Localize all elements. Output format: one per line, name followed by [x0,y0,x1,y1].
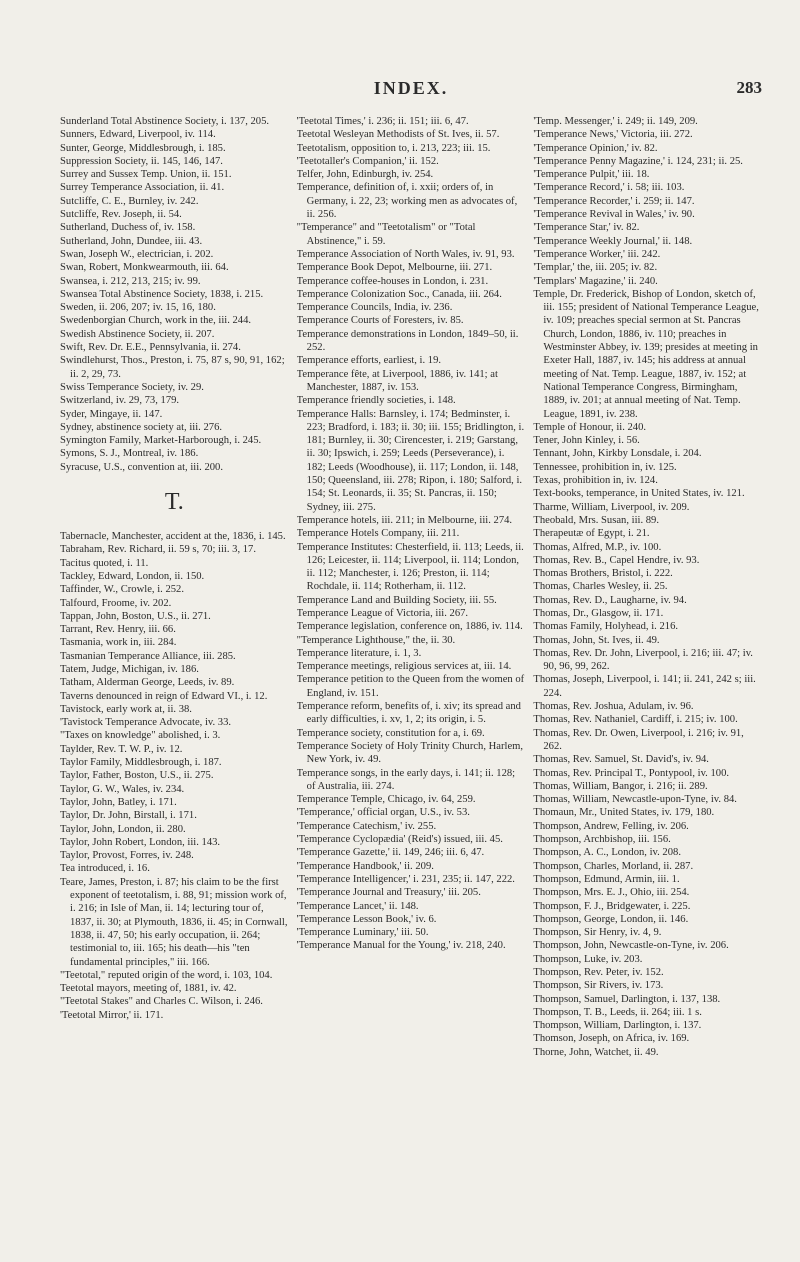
index-entry: Thompson, F. J., Bridgewater, i. 225. [533,900,691,912]
index-entry: Temperance friendly societies, i. 148. [296,395,456,407]
index-entry: Thompson, Sir Rivers, iv. 173. [533,980,664,992]
index-entry: Sweden, ii. 206, 207; iv. 15, 16, 180. [60,302,216,314]
page-title: INDEX. [373,78,449,98]
index-entry: Temperance literature, i. 1, 3. [296,647,422,659]
index-entry: Temperance songs, in the early days, i. 141; ii. 128; of Australia, iii. 274. [296,767,516,792]
index-entry: "Taxes on knowledge" abolished, i. 3. [60,730,221,742]
index-entry: 'Temp. Messenger,' i. 249; ii. 149, 209. [533,116,698,127]
index-entry: Thomas, Charles Wesley, ii. 25. [533,581,668,593]
index-entry: Thompson, A. C., London, iv. 208. [533,847,681,859]
index-entry: Thomaun, Mr., United States, iv. 179, 180. [533,807,715,819]
index-entry: Temple of Honour, ii. 240. [533,421,647,433]
index-entry: Tener, John Kinley, i. 56. [533,435,640,447]
index-entry: 'Temperance Intelligencer,' i. 231, 235; ii. 147, 222. [296,873,515,885]
index-entry: Sutcliffe, C. E., Burnley, iv. 242. [60,195,199,207]
index-entry: 'Teetotaller's Companion,' ii. 152. [296,155,439,167]
index-entry: Temperance, definition of, i. xxii; orders of, in Germany, i. 22, 23; working men as advocates of, ii. 256. [296,182,518,221]
index-entry: Syracuse, U.S., convention at, iii. 200. [60,461,224,473]
index-entry: Taylor, Father, Boston, U.S., ii. 275. [60,770,214,782]
index-entry: Text-books, temperance, in United States, iv. 121. [533,488,745,500]
index-entry: Suppression Society, ii. 145, 146, 147. [60,155,223,167]
index-entry: Teetotal mayors, meeting of, 1881, iv. 42. [60,983,237,995]
index-entry: Thompson, Luke, iv. 203. [533,953,643,965]
index-entry: 'Temperance Handbook,' ii. 209. [296,860,434,872]
index-entry: Surrey and Sussex Temp. Union, ii. 151. [60,169,232,181]
index-entry: Temperance petition to the Queen from the women of England, iv. 151. [296,674,525,699]
index-entry: 'Temperance Lesson Book,' iv. 6. [296,913,437,925]
index-entry: Theobald, Mrs. Susan, iii. 89. [533,514,659,526]
index-entry: Temperance Hotels Company, iii. 211. [296,528,460,540]
index-entry: Swift, Rev. Dr. E.E., Pennsylvania, ii. 274. [60,342,241,354]
index-entry: Taffinder, W., Crowle, i. 252. [60,584,184,596]
index-entry: Thomas, Rev. Joshua, Adulam, iv. 96. [533,701,694,713]
index-entry: Tea introduced, i. 16. [60,863,150,875]
index-entry: 'Temperance Luminary,' iii. 50. [296,927,429,939]
index-entry: 'Temperance Worker,' iii. 242. [533,248,661,260]
index-entry: 'Teetotal Mirror,' ii. 171. [60,1009,164,1021]
index-entry: Taylor, G. W., Wales, iv. 234. [60,783,185,795]
index-entry: Temperance Temple, Chicago, iv. 64, 259. [296,794,476,806]
index-entry: Tabraham, Rev. Richard, ii. 59 s, 70; iii. 3, 17. [60,544,256,556]
index-entry: Thomas, Joseph, Liverpool, i. 141; ii. 241, 242 s; iii. 224. [533,674,756,699]
index-entry: Temperance meetings, religious services at, iii. 14. [296,661,512,673]
index-entry: Swiss Temperance Society, iv. 29. [60,381,204,393]
index-entry: Tacitus quoted, i. 11. [60,557,149,569]
index-entry: "Temperance Lighthouse," the, ii. 30. [296,634,456,646]
section-letter: T. [164,489,184,516]
index-entry: Tasmania, work in, iii. 284. [60,637,177,649]
index-entry: Temperance Association of North Wales, iv. 91, 93. [296,248,515,260]
index-entry: Temperance fête, at Liverpool, 1886, iv. 141; at Manchester, 1887, iv. 153. [296,368,498,393]
index-entry: Thomas, Alfred, M.P., iv. 100. [533,541,662,553]
index-entry: Thompson, Rev. Peter, iv. 152. [533,967,664,978]
index-entry: 'Templars' Magazine,' ii. 240. [533,275,658,287]
index-entry: Thomas, Rev. Samuel, St. David's, iv. 94. [533,754,709,766]
index-entry: Thompson, Charles, Morland, ii. 287. [533,860,694,872]
index-entry: Thomas, Rev. Dr. John, Liverpool, i. 216; iii. 47; iv. 90, 96, 99, 262. [533,647,753,673]
index-entry: 'Temperance Gazette,' ii. 149, 246; iii. 6, 47. [296,847,485,859]
index-entry: Thomas, Rev. D., Laugharne, iv. 94. [533,594,687,606]
index-entry: Temple, Dr. Frederick, Bishop of London, sketch of, iii. 155; president of National Temperance League, iv. 109; preaches special sermon at St. Pancras Church, London, 1886, iv. 110; preaches in Westminster Abbey, iv. 139; presides at meeting in Exeter Hall, 1887, iv. 145; his address at annual meeting of Nat. Temp. League, 1887, iv. 152; at National Temperance Congress, Birmingham, 1889, iv. 201; at annual meeting of Nat. Temp. League, 1891, iv. 238. [533,288,759,420]
index-entry: Teare, James, Preston, i. 87; his claim to be the first exponent of teetotalism, i. 88, 91; mission work of, i. 216; in Isle of Man, ii. 14; lecturing tour of, 1837, ii. 30; at Plymouth, 1836, ii. 45; in Cornwall, 1838, ii. 47, 50; his early occupation, ii. 264; testimonial to, iii. 165; his death—his "ten fundamental principles," iii. 166. [60,876,288,968]
index-entry: 'Temperance News,' Victoria, iii. 272. [533,129,693,141]
index-entry: "Teetotal Stakes" and Charles C. Wilson, i. 246. [60,996,263,1008]
index-entry: Symington Family, Market-Harborough, i. 245. [60,435,262,447]
index-entry: 'Temperance Catechism,' iv. 255. [296,820,437,832]
index-entry: Swansea, i. 212, 213, 215; iv. 99. [60,275,201,287]
index-entry: Tavistock, early work at, ii. 38. [60,703,192,715]
index-entry: Thomas, Dr., Glasgow, ii. 171. [533,607,664,619]
index-entry: Texas, prohibition in, iv. 124. [533,475,658,487]
index-entry: 'Temperance Opinion,' iv. 82. [533,142,658,154]
index-entry: Switzerland, iv. 29, 73, 179. [60,395,180,407]
index-entry: Temperance society, constitution for a, i. 69. [296,727,485,739]
index-entry: Tarrant, Rev. Henry, iii. 66. [60,624,176,636]
index-entry: 'Teetotal Times,' i. 236; ii. 151; iii. 6, 47. [296,116,469,127]
index-entry: Swan, Joseph W., electrician, i. 202. [60,248,214,260]
index-entry: Teetotalism, opposition to, i. 213, 223; iii. 15. [296,142,491,154]
index-entry: Sutherland, John, Dundee, iii. 43. [60,235,203,247]
index-entry: 'Temperance Manual for the Young,' iv. 218, 240. [296,940,506,952]
index-entry: Taylor Family, Middlesbrough, i. 187. [60,757,222,769]
index-entry: Taylor, John Robert, London, iii. 143. [60,836,221,848]
index-entry: Thompson, Mrs. E. J., Ohio, iii. 254. [533,887,690,899]
index-entry: Tennant, John, Kirkby Lonsdale, i. 204. [533,448,702,460]
index-entry: "Temperance" and "Teetotalism" or "Total Abstinence," i. 59. [296,222,476,247]
index-entry: Thompson, George, London, ii. 146. [533,913,689,925]
index-entry: Tappan, John, Boston, U.S., ii. 271. [60,610,211,622]
index-entry: Taylder, Rev. T. W. P., iv. 12. [60,743,183,755]
index-entry: 'Temperance Record,' i. 58; iii. 103. [533,182,685,194]
index-entry: Temperance Councils, India, iv. 236. [296,302,453,314]
index-entry: Thomas, Rev. B., Capel Hendre, iv. 93. [533,554,700,566]
index-entry: Thomas Brothers, Bristol, i. 222. [533,568,673,580]
index-entry: 'Temperance Pulpit,' iii. 18. [533,169,650,181]
index-entry: Swedish Abstinence Society, ii. 207. [60,328,215,340]
index-entry: Telfer, John, Edinburgh, iv. 254. [296,169,434,181]
index-entry: Temperance Land and Building Society, iii. 55. [296,594,497,606]
index-entry: Tatham, Alderman George, Leeds, iv. 89. [60,677,235,689]
index-entry: Taverns denounced in reign of Edward VI., i. 12. [60,690,268,702]
index-entry: 'Temperance Weekly Journal,' ii. 148. [533,235,693,247]
index-column-2 [297,115,526,1245]
index-columns [60,115,762,1245]
index-entry: Swedenborgian Church, work in the, iii. 244. [60,315,252,327]
index-entry: Temperance League of Victoria, iii. 267. [296,607,469,619]
index-entry: 'Temperance Recorder,' i. 259; ii. 147. [533,195,695,207]
index-entry: Taylor, John, Batley, i. 171. [60,796,177,808]
index-entry: Temperance reform, benefits of, i. xiv; its spread and early difficulties, i. xv, 1, 2; its origin, i. 5. [296,701,521,726]
index-entry: 'Temperance Revival in Wales,' iv. 90. [533,209,695,221]
index-entry: Tatem, Judge, Michigan, iv. 186. [60,663,199,675]
index-entry: Sutcliffe, Rev. Joseph, ii. 54. [60,209,182,221]
index-entry: Surrey Temperance Association, ii. 41. [60,182,225,194]
index-entry: Thomas, Rev. Nathaniel, Cardiff, i. 215; iv. 100. [533,714,738,726]
index-entry: Thompson, Edmund, Armin, iii. 1. [533,873,680,885]
index-entry: Temperance Colonization Soc., Canada, iii. 264. [296,288,502,300]
index-entry: 'Temperance Star,' iv. 82. [533,222,640,234]
page-number: 283 [736,78,762,97]
index-entry: 'Temperance Lancet,' ii. 148. [296,900,419,912]
index-entry: Syder, Mingaye, ii. 147. [60,408,163,420]
index-entry: Thompson, T. B., Leeds, ii. 264; iii. 1 s. [533,1006,702,1018]
index-entry: Swansea Total Abstinence Society, 1838, i. 215. [60,288,264,300]
index-entry: Thompson, Archbishop, iii. 156. [533,834,671,846]
index-entry: 'Tavistock Temperance Advocate, iv. 33. [60,717,232,729]
index-entry: Sydney, abstinence society at, iii. 276. [60,421,223,433]
index-entry: 'Temperance Journal and Treasury,' iii. 205. [296,887,481,899]
index-entry: Temperance Halls: Barnsley, i. 174; Bedminster, i. 223; Bradford, i. 183; ii. 30; iii. 155; Bridlington, i. 181; Burnley, ii. 30; Cirencester, i. 219; Garstang, ii. 30; Ipswich, i. 259; Leeds (Perseverance), i. 182; Leeds (Woodhouse), ii. 117; London, ii. 148, 150; Queensland, iii. 278; Ripon, i. 180; Salford, i. 154; St. Leonards, ii. 35; St. Pancras, ii. 150; Sydney, iii. 275. [296,408,525,513]
index-entry: Thomas, William, Newcastle-upon-Tyne, iv. 84. [533,794,737,806]
index-entry: Talfourd, Froome, iv. 202. [60,597,172,609]
index-entry: Swindlehurst, Thos., Preston, i. 75, 87 s, 90, 91, 162; ii. 2, 29, 73. [60,355,285,380]
index-entry: Thompson, William, Darlington, i. 137. [533,1020,702,1032]
index-entry: Thompson, John, Newcastle-on-Tyne, iv. 206. [533,940,729,952]
index-entry: Thompson, Samuel, Darlington, i. 137, 138. [533,993,721,1005]
index-entry: Temperance hotels, iii. 211; in Melbourne, iii. 274. [296,514,513,526]
index-entry: 'Templar,' the, iii. 205; iv. 82. [533,262,658,274]
index-entry: Temperance Book Depot, Melbourne, iii. 271. [296,262,493,274]
index-entry: Thompson, Andrew, Felling, iv. 206. [533,820,689,832]
index-entry: Thomas Family, Holyhead, i. 216. [533,621,679,633]
index-entry: Taylor, John, London, ii. 280. [60,823,186,835]
index-entry: Thompson, Sir Henry, iv. 4, 9. [533,927,662,939]
index-entry: Thomas, John, St. Ives, ii. 49. [533,634,660,646]
index-entry: Temperance Institutes: Chesterfield, ii. 113; Leeds, ii. 126; Leicester, ii. 114; Liverpool, ii. 114; London, ii. 112; Manchester, i. 126; Preston, ii. 114; Rochdale, ii. 114; Rotherham, ii. 112. [296,541,524,593]
index-entry: Temperance Courts of Foresters, iv. 85. [296,315,464,327]
index-entry: Thomson, Joseph, on Africa, iv. 169. [533,1033,690,1045]
index-entry: Swan, Robert, Monkwearmouth, iii. 64. [60,262,229,274]
index-entry: Temperance efforts, earliest, i. 19. [296,355,442,367]
index-column-1 [60,115,289,1245]
index-entry: Taylor, Provost, Forres, iv. 248. [60,850,194,862]
index-entry: Taylor, Dr. John, Birstall, i. 171. [60,810,197,822]
index-entry: Thorne, John, Watchet, ii. 49. [533,1046,659,1058]
index-column-3 [533,115,762,1245]
index-entry: Temperance legislation, conference on, 1886, iv. 114. [296,621,523,633]
index-entry: Sunners, Edward, Liverpool, iv. 114. [60,129,216,141]
index-entry: Therapeutæ of Egypt, i. 21. [533,528,650,540]
index-entry: Tackley, Edward, London, ii. 150. [60,570,205,582]
index-entry: Sunderland Total Abstinence Society, i. 137, 205. [60,116,270,127]
index-entry: 'Temperance,' official organ, U.S., iv. 53. [296,807,470,819]
index-entry: Tabernacle, Manchester, accident at the, 1836, i. 145. [60,531,286,543]
index-entry: Teetotal Wesleyan Methodists of St. Ives, ii. 57. [296,129,500,141]
index-entry: Thomas, Rev. Dr. Owen, Liverpool, i. 216; iv. 91, 262. [533,727,744,752]
index-entry: Tasmanian Temperance Alliance, iii. 285. [60,650,236,662]
index-entry: Temperance demonstrations in London, 1849–50, ii. 252. [296,328,519,354]
index-entry: Thomas, Rev. Principal T., Pontypool, iv. 100. [533,767,730,779]
index-entry: 'Temperance Penny Magazine,' i. 124, 231; ii. 25. [533,155,743,167]
index-entry: Sutherland, Duchess of, iv. 158. [60,222,196,234]
index-entry: Tharme, William, Liverpool, iv. 209. [533,501,690,513]
index-entry: 'Temperance Cyclopædia' (Reid's) issued, iii. 45. [296,834,503,846]
index-entry: Symons, S. J., Montreal, iv. 186. [60,448,199,460]
index-entry: Thomas, William, Bangor, i. 216; ii. 289. [533,780,708,792]
index-entry: "Teetotal," reputed origin of the word, i. 103, 104. [60,969,273,981]
index-entry: Temperance coffee-houses in London, i. 231. [296,275,489,287]
index-entry: Temperance Society of Holy Trinity Church, Harlem, New York, iv. 49. [296,740,524,766]
index-entry: Tennessee, prohibition in, iv. 125. [533,461,677,473]
page-header [60,78,762,108]
index-entry: Sunter, George, Middlesbrough, i. 185. [60,142,226,154]
